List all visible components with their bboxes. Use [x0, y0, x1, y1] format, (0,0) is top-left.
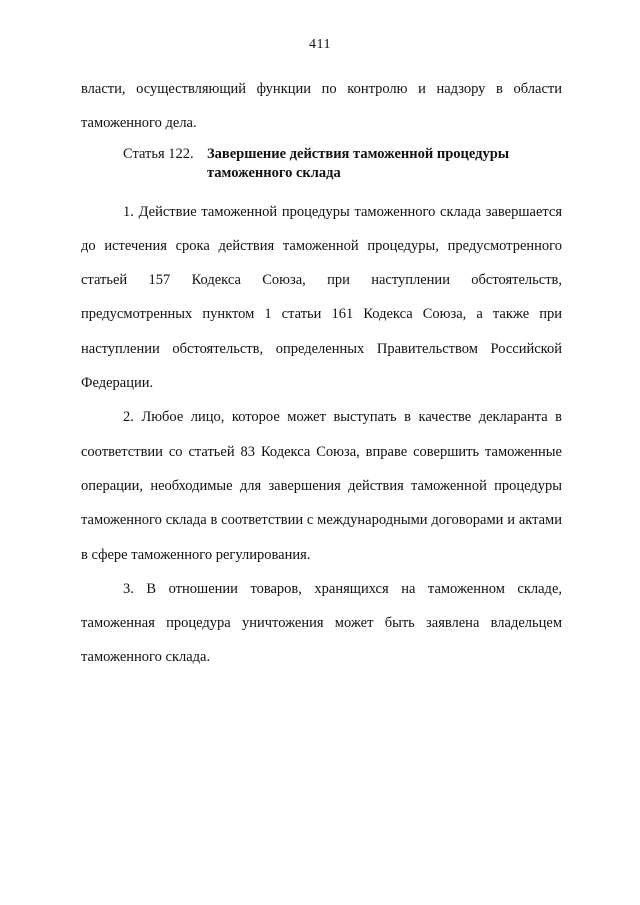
- article-heading: [81, 145, 562, 183]
- article-title: [207, 145, 562, 183]
- document-body: [81, 72, 562, 675]
- article-number: Статья 122.: [123, 145, 194, 162]
- article-title-line-2: таможенного склада: [207, 164, 341, 181]
- paragraph-1: 1. Действие таможенной процедуры таможенного склада завершается до истечения срока действия таможенной процедуры, предусмотренного статьей 157 Кодекса Союза, при наступлении обстоятельств, предусмотренных пунктом 1 статьи 161 Кодекса Союза, а также при наступлении обстоятельств, определенных Правительством Российской Федерации.: [81, 203, 562, 392]
- article-title-line-1: Завершение действия таможенной процедуры: [207, 145, 510, 162]
- page-number: 411: [309, 37, 331, 52]
- intro-paragraph: власти, осуществляющий функции по контролю и надзору в области таможенного дела.: [81, 81, 562, 132]
- paragraph-3: 3. В отношении товаров, хранящихся на таможенном складе, таможенная процедура уничтожения может быть заявлена владельцем таможенного склада.: [81, 580, 562, 666]
- paragraph-2: 2. Любое лицо, которое может выступать в качестве декларанта в соответствии со статьей 83 Кодекса Союза, вправе совершить таможенные операции, необходимые для завершения действия таможенной процедуры таможенного склада в соответствии с международными договорами и актами в сфере таможенного регулирования.: [81, 409, 562, 563]
